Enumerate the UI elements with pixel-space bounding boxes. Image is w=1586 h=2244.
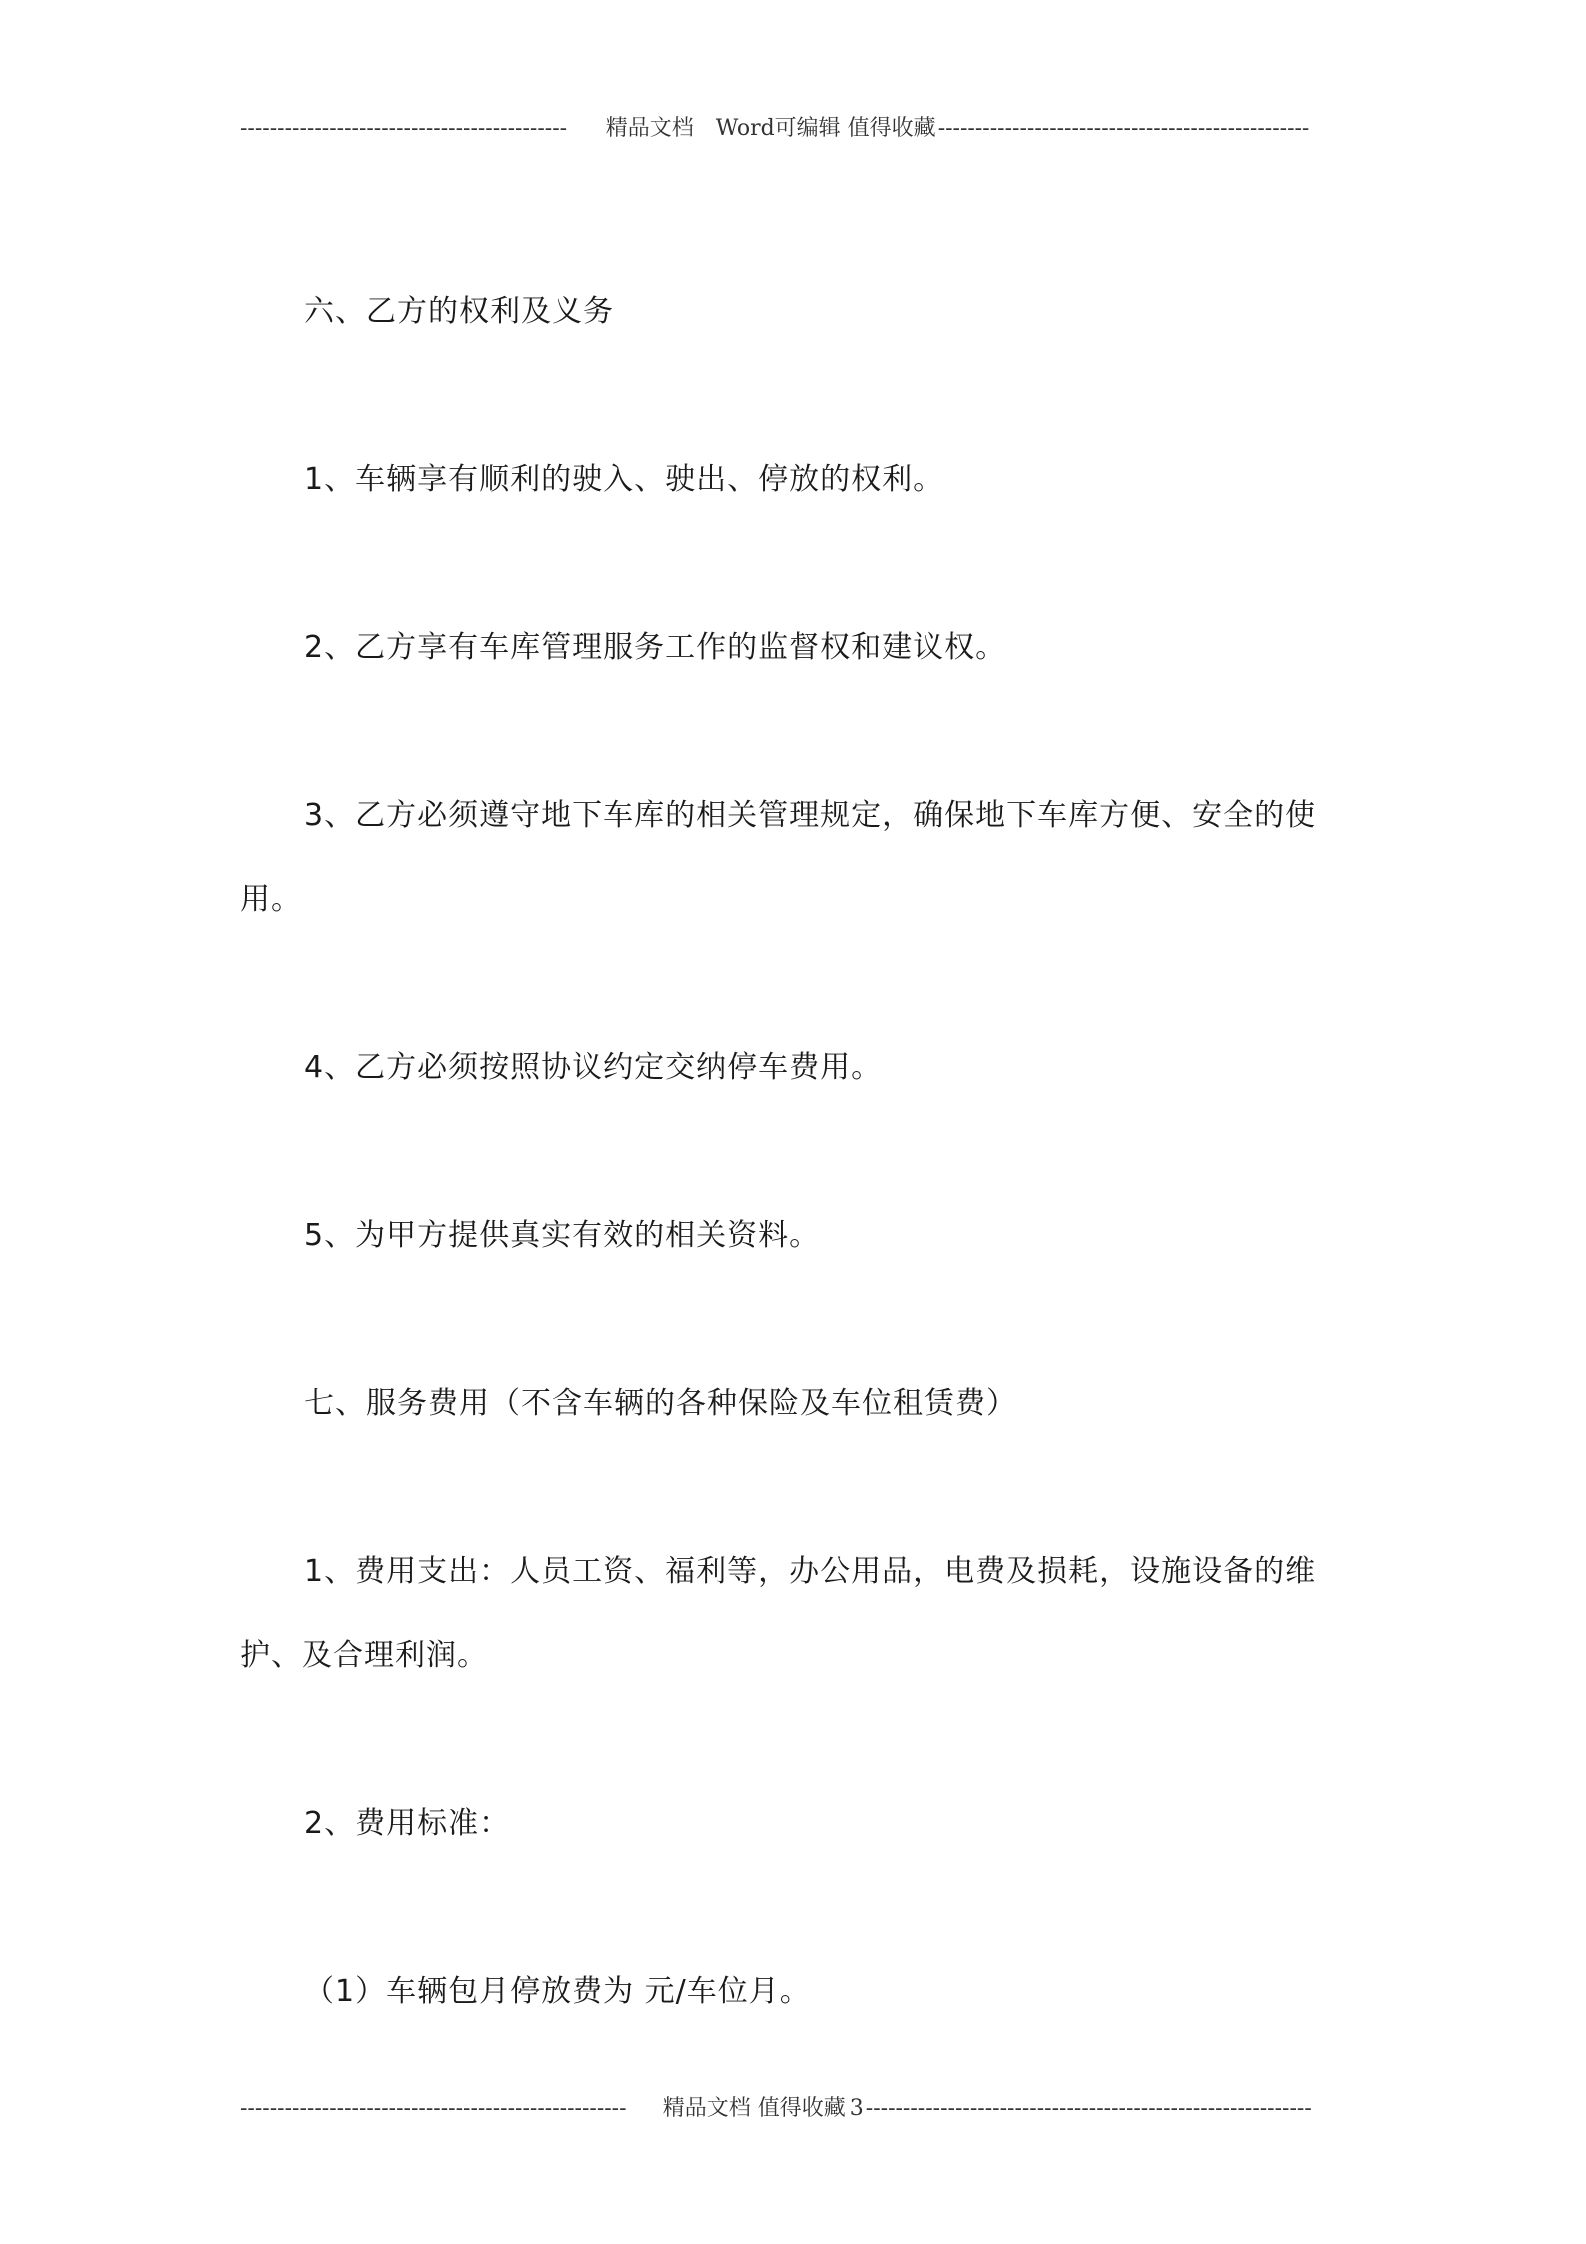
page-number: 3 [849, 2096, 864, 2121]
paragraph-fee-2: 2、费用标准： [304, 1806, 511, 1841]
paragraph-fee-2-1: （1）车辆包月停放费为 元/车位月。 [304, 1974, 811, 2009]
section-heading-7: 七、服务费用（不含车辆的各种保险及车位租赁费） [304, 1386, 1017, 1421]
section-heading-6: 六、乙方的权利及义务 [304, 294, 614, 329]
page-header [240, 114, 1346, 144]
page-footer [240, 2094, 1346, 2124]
paragraph-fee-1: 1、费用支出：人员工资、福利等，办公用品，电费及损耗，设施设备的维护、及合理利润。 [240, 1554, 1317, 1673]
paragraph-item-2: 2、乙方享有车库管理服务工作的监督权和建议权。 [304, 630, 1007, 665]
footer-left-dashes: ---------------------------------------------------- [240, 2096, 627, 2121]
footer-right-dashes: ------------------------------------------------------------ [865, 2096, 1312, 2121]
footer-text: 精品文档 值得收藏 [662, 2096, 846, 2121]
header-left-dashes: -------------------------------------------- [240, 116, 568, 141]
paragraph-item-5: 5、为甲方提供真实有效的相关资料。 [304, 1218, 821, 1253]
paragraph-item-4: 4、乙方必须按照协议约定交纳停车费用。 [304, 1050, 883, 1085]
header-right-dashes: -------------------------------------------------- [937, 116, 1310, 141]
paragraph-item-3: 3、乙方必须遵守地下车库的相关管理规定，确保地下车库方便、安全的使用。 [240, 798, 1317, 917]
paragraph-item-1: 1、车辆享有顺利的驶入、驶出、停放的权利。 [304, 462, 945, 497]
header-text: 精品文档 Word可编辑 值得收藏 [605, 116, 936, 141]
